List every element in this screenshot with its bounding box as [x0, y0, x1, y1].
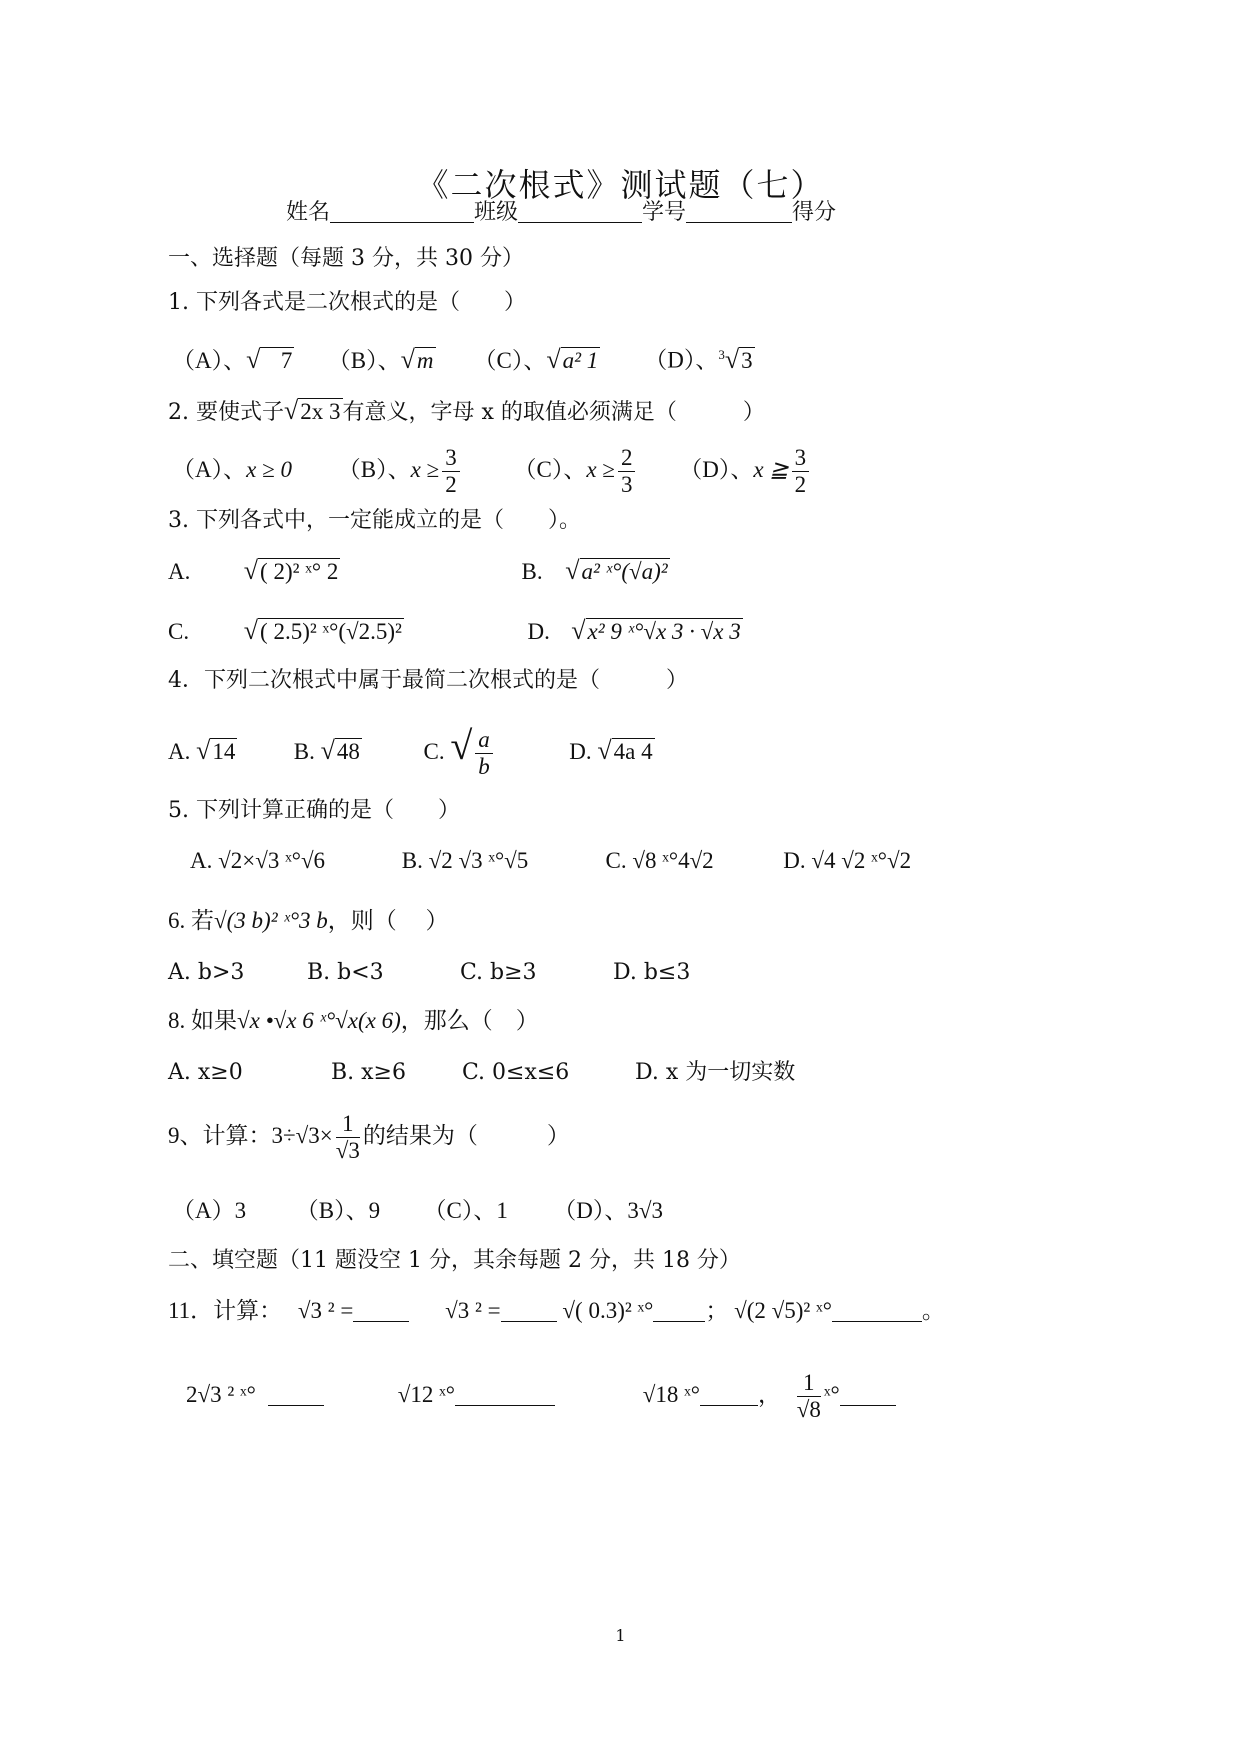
q5-options — [190, 846, 911, 876]
q3-option-b[interactable]: √a² ˣ°(√a)² — [565, 556, 668, 585]
q8-option-d[interactable]: D. x 为一切实数 — [635, 1060, 796, 1085]
q11-blank-8[interactable] — [840, 1385, 896, 1406]
q11-blank-7[interactable] — [700, 1385, 758, 1406]
exam-title: 《二次根式》测试题（七） — [416, 166, 825, 204]
q4-option-b[interactable]: B. √48 — [293, 736, 360, 765]
q9-option-c[interactable]: （C）、1 — [423, 1198, 508, 1223]
q5-option-c[interactable]: C. √8 ˣ°4√2 — [605, 848, 714, 873]
q3-b-label: B. — [521, 559, 543, 584]
section1-heading: 一、选择题（每题 3 分，共 30 分） — [168, 246, 524, 271]
section2-heading: 二、填空题（11 题没空 1 分，其余每题 2 分，共 18 分） — [168, 1248, 741, 1273]
q6-options — [168, 958, 690, 988]
q1-option-b[interactable]: （B）、√m — [327, 344, 434, 374]
q1-options — [172, 340, 755, 376]
class-label: 班级 — [474, 200, 519, 225]
q2-option-c[interactable]: （C）、x ≥ $\frac{2}{3}$ — [514, 440, 674, 500]
q2-option-d[interactable]: （D）、x ≧ $\frac{3}{2}$ — [679, 440, 812, 500]
q3-row2 — [168, 616, 743, 647]
q5-option-b[interactable]: B. √2 √3 ˣ°√5 — [401, 848, 529, 873]
q11-stem: 11．计算： — [168, 1298, 283, 1323]
q5-option-a[interactable]: A. √2×√3 ˣ°√6 — [190, 848, 326, 873]
q4-option-a[interactable]: A. √14 — [168, 736, 236, 765]
q11-blank-4[interactable] — [832, 1301, 922, 1322]
q3-c-label: C. — [168, 619, 190, 644]
q5-option-d[interactable]: D. √4 √2 ˣ°√2 — [783, 848, 912, 873]
q9-option-d[interactable]: （D）、3√3 — [553, 1198, 663, 1223]
q6-option-c[interactable]: C. b≥3 — [460, 960, 537, 985]
q11-row2: 2√3 ² ˣ° √12 ˣ° √18 ˣ° ， $\frac{1}{√8}$ ˣ° — [186, 1370, 896, 1423]
q8-stem: 8. 如果√x •√x 6 ˣ°√x(x 6)，那么（ ） — [168, 1008, 539, 1033]
student-info-row — [286, 198, 836, 228]
q9-options — [172, 1196, 663, 1226]
class-blank[interactable] — [518, 202, 642, 223]
q4-option-c[interactable]: C. √ $\frac{a}{b}$ — [424, 718, 564, 780]
q9-stem: 9、计算：3÷√3× $\frac{1}{√3}$ 的结果为（ ） — [168, 1111, 570, 1164]
q3-d-label: D. — [527, 619, 550, 644]
q11-row1: 11．计算： √3 ² = √3 ² = √( 0.3)² ˣ° ； √(2 √5)² ˣ° 。 — [168, 1298, 945, 1323]
q3-a-label: A. — [168, 559, 191, 584]
score-label: 得分 — [792, 200, 837, 225]
q11-blank-5[interactable] — [268, 1385, 324, 1406]
student-id-label: 学号 — [642, 200, 687, 225]
q3-option-a[interactable]: √( 2)² ˣ° 2 — [243, 556, 339, 585]
q6-option-a[interactable]: A. b>3 — [168, 960, 245, 985]
q2-stem: 2. 要使式子√2x 3有意义，字母 x 的取值必须满足（ ） — [168, 396, 765, 425]
q6-option-b[interactable]: B. b<3 — [307, 960, 384, 985]
q6-option-d[interactable]: D. b≤3 — [613, 960, 691, 985]
q8-option-a[interactable]: A. x≥0 — [168, 1060, 243, 1085]
q8-options — [168, 1058, 795, 1088]
q1-option-c[interactable]: （C）、√a² 1 — [473, 344, 599, 374]
q4-option-d[interactable]: D. √4a 4 — [569, 736, 653, 765]
q1-option-d[interactable]: （D）、$^3$√3 — [644, 344, 753, 374]
q11-blank-2[interactable] — [501, 1301, 557, 1322]
q1-stem: 1. 下列各式是二次根式的是（ ） — [168, 290, 526, 315]
q1-option-a[interactable]: （A）、√ 7 — [172, 344, 293, 374]
name-blank[interactable] — [330, 202, 474, 223]
q2-option-a[interactable]: （A）、x ≥ 0 — [172, 457, 292, 482]
q11-blank-6[interactable] — [455, 1385, 555, 1406]
q9-option-b[interactable]: （B）、9 — [295, 1198, 381, 1223]
q2-option-b[interactable]: （B）、x ≥ $\frac{3}{2}$ — [338, 440, 508, 500]
q11-blank-1[interactable] — [353, 1301, 409, 1322]
q3-option-d[interactable]: √x² 9 ˣ°√x 3 · √x 3 — [571, 616, 741, 645]
q8-option-c[interactable]: C. 0≤x≤6 — [462, 1060, 570, 1085]
q3-stem: 3. 下列各式中，一定能成立的是（ ）。 — [168, 508, 581, 533]
q4-stem: 4．下列二次根式中属于最简二次根式的是（ ） — [168, 668, 688, 693]
q3-row1 — [168, 556, 670, 587]
page-number: 1 — [615, 1626, 626, 1645]
name-label: 姓名 — [286, 200, 331, 225]
q5-stem: 5. 下列计算正确的是（ ） — [168, 798, 460, 823]
q2-options — [172, 440, 812, 500]
q9-option-a[interactable]: （A）3 — [172, 1198, 247, 1223]
q11-blank-3[interactable] — [653, 1301, 705, 1322]
student-id-blank[interactable] — [686, 202, 792, 223]
q4-options — [168, 718, 655, 780]
q8-option-b[interactable]: B. x≥6 — [331, 1060, 406, 1085]
q3-option-c[interactable]: √( 2.5)² ˣ°(√2.5)² — [243, 616, 402, 645]
q6-stem: 6. 若√(3 b)² ˣ°3 b，则（ ） — [168, 908, 449, 933]
